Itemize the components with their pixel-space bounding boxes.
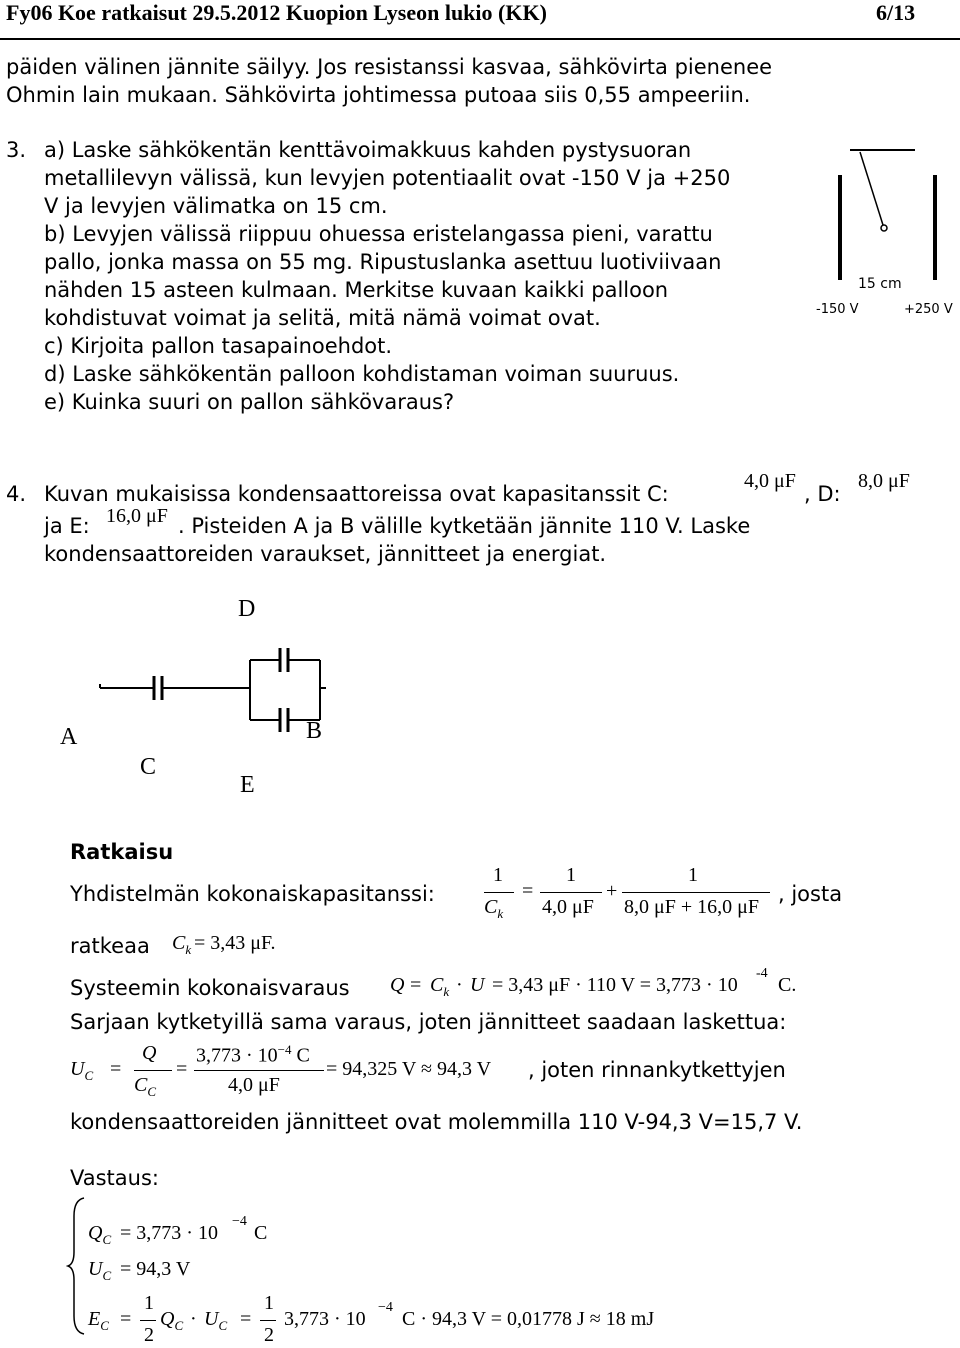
c-value: 4,0 μF (744, 470, 796, 492)
q3-line-1: a) Laske sähkökentän kenttävoimakkuus kahden pystysuoran (44, 138, 692, 162)
intro-line-1: päiden välinen jännite säilyy. Jos resistanssi kasvaa, sähkövirta pienenee (6, 55, 773, 79)
ck-result: = 3,43 μF. (194, 932, 276, 954)
q3-line-5: pallo, jonka massa on 55 mg. Ripustuslanka asettuu luotiviivaan (44, 250, 722, 274)
d-label: , D: (804, 482, 841, 506)
series-text: Sarjaan kytketyillä sama varaus, joten jännitteet saadaan laskettua: (70, 1010, 787, 1034)
label-e: E (240, 772, 255, 798)
intro-line-2: Ohmin lain mukaan. Sähkövirta johtimessa putoaa siis 0,55 ampeeriin. (6, 83, 751, 107)
q3-line-4: b) Levyjen välissä riippuu ohuessa eristelangassa pieni, varattu (44, 222, 713, 246)
qc-value: = 3,773 · 10 (120, 1222, 218, 1244)
label-b: B (306, 718, 323, 744)
circuit-diagram (90, 640, 330, 740)
q3-line-10: e) Kuinka suuri on pallon sähkövaraus? (44, 390, 455, 414)
total-cap-label: Yhdistelmän kokonaiskapasitanssi: (70, 882, 435, 906)
d-value: 8,0 μF (858, 470, 910, 492)
uc-result: = 94,325 V ≈ 94,3 V (326, 1058, 492, 1080)
solution-heading: Ratkaisu (70, 840, 174, 864)
ec-tail: C · 94,3 V = 0,01778 J ≈ 18 mJ (402, 1308, 655, 1330)
ball (881, 225, 887, 231)
uc-value: = 94,3 V (120, 1258, 191, 1280)
plates-figure (810, 140, 960, 320)
q4-line-2-end: . Pisteiden A ja B välille kytketään jännite 110 V. Laske (178, 514, 751, 538)
josta: , josta (778, 882, 843, 906)
q3-line-2: metallilevyn välissä, kun levyjen potentiaalit ovat -150 V ja +250 (44, 166, 731, 190)
qc-unit: C (254, 1222, 268, 1244)
charge-eq: = 3,43 μF · 110 V = 3,773 · 10 (492, 974, 738, 996)
q4-line-2-start: ja E: (44, 514, 90, 538)
q3-line-6: nähden 15 asteen kulmaan. Merkitse kuvaan kaikki palloon (44, 278, 669, 302)
q4-line-1: Kuvan mukaisissa kondensaattoreissa ovat kapasitanssit C: (44, 482, 669, 506)
charge-unit: C. (778, 974, 797, 996)
header-title: Fy06 Koe ratkaisut 29.5.2012 Kuopion Lyseon lukio (KK) (6, 0, 547, 25)
page-number: 6/13 (876, 0, 916, 25)
answer-label: Vastaus: (70, 1166, 159, 1190)
charge-exp: -4 (756, 966, 768, 981)
final-text: kondensaattoreiden jännitteet ovat molemmilla 110 V-94,3 V=15,7 V. (70, 1110, 803, 1134)
q4-number: 4. (6, 482, 27, 506)
label-a: A (60, 724, 78, 750)
e-value: 16,0 μF (106, 505, 168, 527)
ratkeaa: ratkeaa (70, 934, 150, 958)
answer-brace (66, 1196, 88, 1336)
q3-line-8: c) Kirjoita pallon tasapainoehdot. (44, 334, 393, 358)
thread (860, 152, 883, 225)
label-c: C (140, 754, 157, 780)
q3-number: 3. (6, 138, 27, 162)
right-potential: +250 V (904, 302, 953, 317)
header-rule (0, 38, 960, 40)
label-d: D (238, 596, 256, 622)
charge-label: Systeemin kokonaisvaraus (70, 976, 350, 1000)
qc-exp: −4 (232, 1214, 247, 1229)
q3-line-3: V ja levyjen välimatka on 15 cm. (44, 194, 388, 218)
q4-line-3: kondensaattoreiden varaukset, jännitteet ja energiat. (44, 542, 607, 566)
q3-line-9: d) Laske sähkökentän palloon kohdistaman voiman suuruus. (44, 362, 680, 386)
uc-after: , joten rinnankytkettyjen (528, 1058, 786, 1082)
q3-line-7: kohdistuvat voimat ja selitä, mitä nämä voimat ovat. (44, 306, 601, 330)
plate-distance: 15 cm (858, 276, 902, 292)
left-potential: -150 V (816, 302, 859, 317)
